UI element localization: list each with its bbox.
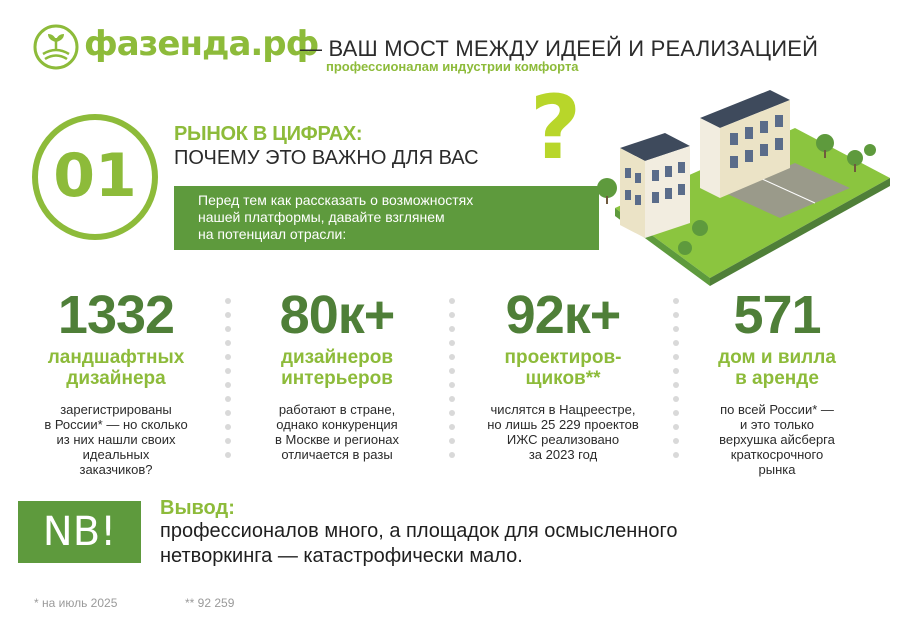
stat-desc-line: за 2023 год — [528, 447, 598, 462]
stat-desc-line: верхушка айсберга — [719, 432, 835, 447]
stat-label — [463, 347, 663, 389]
stat-desc-line: числятся в Нацреестре, — [490, 402, 636, 417]
stat-desc-line: но лишь 25 229 проектов — [487, 417, 639, 432]
stat-number: 92к+ — [505, 285, 621, 345]
stat-number: 571 — [733, 285, 821, 345]
stat-desc-line: отличается в разы — [281, 447, 393, 462]
conclusion-text — [160, 519, 678, 569]
stat-desc-line: и это только — [739, 417, 815, 432]
stat-desc-line: по всей России* — — [720, 402, 834, 417]
stat-desc-line: зарегистрированы — [60, 402, 172, 417]
stat-card — [16, 283, 216, 477]
stat-desc-line: краткосрочного — [730, 447, 824, 462]
stat-card — [677, 283, 877, 477]
footnote-second: ** 92 259 — [185, 596, 235, 610]
stat-card — [237, 283, 437, 462]
stat-desc-line: рынка — [758, 462, 796, 477]
stat-desc-line: идеальных — [82, 447, 150, 462]
nb-badge: NB! — [18, 501, 141, 563]
stat-label — [677, 347, 877, 389]
stat-desc-line: в России* — но сколько — [44, 417, 188, 432]
stat-desc-line: ИЖС реализовано — [506, 432, 620, 447]
intro-line: на потенциал отрасли: — [198, 226, 347, 242]
stat-description — [677, 402, 877, 477]
section-number: 01 — [53, 141, 137, 211]
stat-desc-line: из них нашли своих — [56, 432, 176, 447]
stat-desc-line: заказчиков? — [79, 462, 153, 477]
question-mark: ? — [530, 76, 582, 179]
stat-desc-line: однако конкуренция — [276, 417, 398, 432]
stat-number: 80к+ — [279, 285, 395, 345]
stat-description — [237, 402, 437, 462]
section-title: РЫНОК В ЦИФРАХ: — [174, 123, 363, 145]
stat-number: 1332 — [57, 285, 175, 345]
header-tagline: — ВАШ МОСТ МЕЖДУ ИДЕЕЙ И РЕАЛИЗАЦИЕЙ — [300, 36, 819, 61]
stat-label-line: дизайнера — [66, 368, 166, 389]
dotted-divider — [673, 298, 679, 468]
logo-text: фазенда.рф — [84, 24, 319, 64]
dotted-divider — [449, 298, 455, 468]
stat-label-line: в аренде — [735, 368, 819, 389]
stat-label-line: дизайнеров — [280, 347, 394, 368]
dotted-divider — [225, 298, 231, 468]
stat-label — [16, 347, 216, 389]
conclusion-line: профессионалов много, а площадок для осмысленного — [160, 520, 678, 542]
stat-label — [237, 347, 437, 389]
intro-box — [174, 186, 599, 250]
intro-line: нашей платформы, давайте взглянем — [198, 209, 445, 225]
stat-label-line: щиков** — [525, 368, 601, 389]
stat-card — [463, 283, 663, 462]
stat-label-line: проектиров- — [504, 347, 622, 368]
stat-label-line: ландшафтных — [47, 347, 185, 368]
logo-icon — [33, 24, 79, 70]
stat-label-line: дом и вилла — [718, 347, 836, 368]
conclusion-title: Вывод: — [160, 497, 235, 519]
stat-description — [463, 402, 663, 462]
stat-label-line: интерьеров — [281, 368, 393, 389]
section-number-badge — [30, 112, 160, 242]
stat-desc-line: в Москве и регионах — [275, 432, 399, 447]
conclusion-line: нетворкинга — катастрофически мало. — [160, 545, 523, 567]
stat-description — [16, 402, 216, 477]
header-subtagline: профессионалам индустрии комфорта — [326, 59, 579, 74]
intro-line: Перед тем как рассказать о возможностях — [198, 192, 474, 208]
building-illustration — [595, 88, 895, 288]
footnote-first: * на июль 2025 — [34, 596, 118, 610]
section-subtitle: ПОЧЕМУ ЭТО ВАЖНО ДЛЯ ВАС — [174, 147, 479, 169]
stat-desc-line: работают в стране, — [278, 402, 396, 417]
